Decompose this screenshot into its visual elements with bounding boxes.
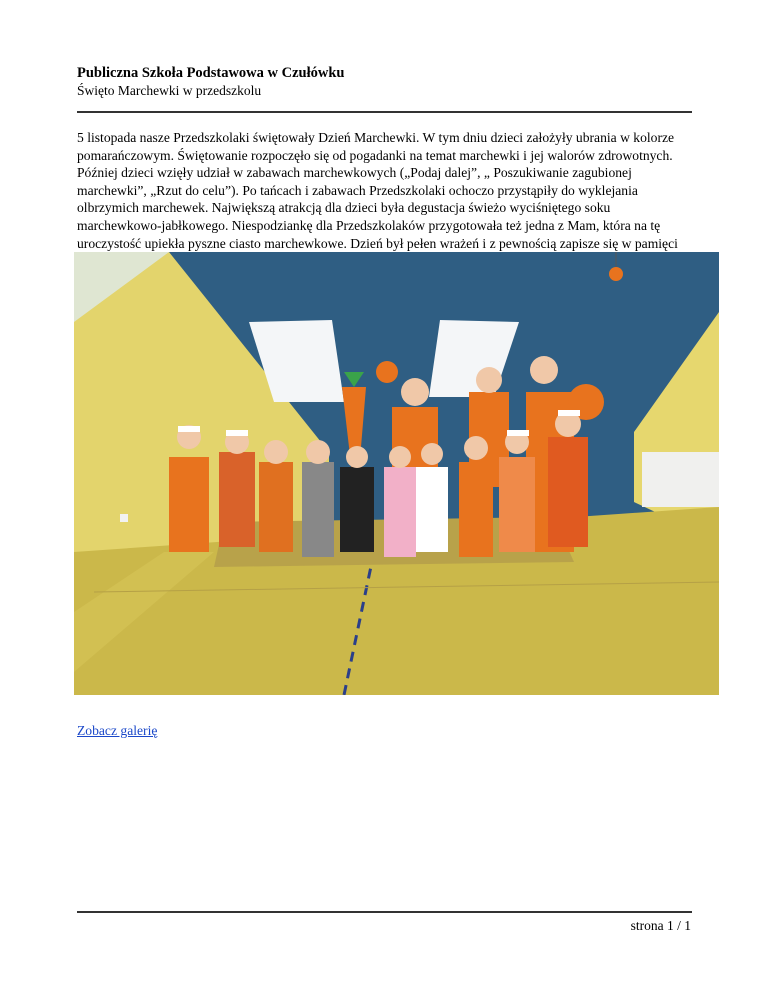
event-photo-illustration xyxy=(74,252,719,695)
gallery-link[interactable]: Zobacz galerię xyxy=(77,723,158,738)
article-title: Święto Marchewki w przedszkolu xyxy=(77,83,262,98)
document-header xyxy=(77,64,692,99)
page-number: strona 1 / 1 xyxy=(630,918,691,933)
article-body: 5 listopada nasze Przedszkolaki świętowały Dzień Marchewki. W tym dniu dzieci założyły ubrania w kolorze pomarańczowym. Świętowanie rozpoczęło się od pogadanki na temat marchewki i jej walorów zdrowotnych. Później dzieci wzięły udział w zabawach marchewkowych („Podaj dalej”, „ Poszukiwanie zagubionej marchewki”, „Rzut do celu”). Po tańcach i zabawach Przedszkolaki ochoczo przystąpiły do wyklejania olbrzymich marchewek. Największą atrakcją dla dzieci była degustacja świeżo wyciśniętego soku marchewkowo-jabłkowego. Niespodziankę dla Przedszkolaków przygotowała też jedna z Mam, która na tę uroczystość upiekła pyszne ciasto marchewkowe. Dzień był pełen wrażeń i z pewnością zapisze się w pamięci xyxy=(77,130,678,251)
event-photo xyxy=(74,252,719,695)
header-divider xyxy=(77,111,692,113)
school-name: Publiczna Szkoła Podstawowa w Czułówku xyxy=(77,65,345,81)
footer-divider xyxy=(77,911,692,913)
